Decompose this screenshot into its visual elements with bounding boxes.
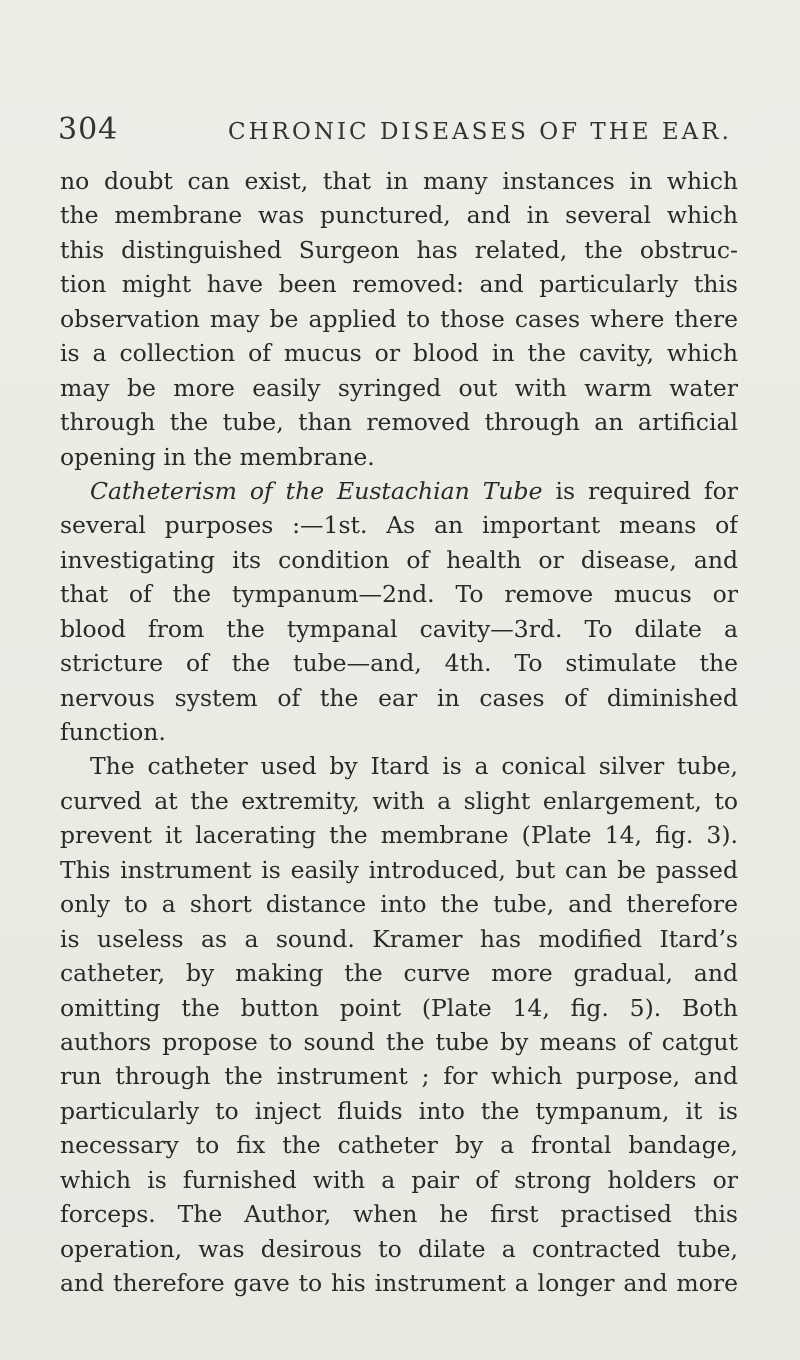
text-line: run through the instrument ; for which purpose, and [60, 1062, 738, 1091]
text-line: the membrane was punctured, and in several which [60, 201, 738, 230]
text-line: may be more easily syringed out with warm water [60, 373, 738, 402]
text-line: several purposes :—1st. As an important means of [60, 511, 738, 540]
text-line: operation, was desirous to dilate a contracted tube, [60, 1234, 738, 1263]
text-line: omitting the button point (Plate 14, fig. 5). Both [60, 993, 738, 1022]
body-text [60, 164, 738, 1300]
text-line: observation may be applied to those cases where there [60, 304, 738, 333]
text-line: function. [60, 718, 166, 746]
text-line: blood from the tympanal cavity—3rd. To dilate a [60, 614, 738, 643]
text-line: catheter, by making the curve more gradual, and [60, 959, 738, 988]
text-line: that of the tympanum—2nd. To remove mucus or [60, 580, 738, 609]
text-line: This instrument is easily introduced, but can be passed [60, 855, 738, 884]
running-title: CHRONIC DISEASES OF THE EAR. [228, 119, 732, 145]
text-line: no doubt can exist, that in many instances in which [60, 167, 738, 195]
text-line: nervous system of the ear in cases of diminished [60, 683, 738, 712]
text-line: curved at the extremity, with a slight enlargement, to [60, 786, 738, 815]
text-line: is useless as a sound. Kramer has modified Itard’s [60, 924, 738, 953]
text-line: only to a short distance into the tube, and therefore [60, 890, 738, 919]
page-number: 304 [58, 112, 119, 147]
text-line: opening in the membrane. [60, 442, 375, 471]
text-line: this distinguished Surgeon has related, the obstruc- [60, 235, 738, 264]
text-line: forceps. The Author, when he first practised this [60, 1200, 738, 1229]
text-line: necessary to fix the catheter by a frontal bandage, [60, 1131, 738, 1160]
text-line: investigating its condition of health or disease, and [60, 545, 738, 574]
text-line: authors propose to sound the tube by means of catgut [60, 1027, 738, 1056]
text-line: prevent it lacerating the membrane (Plate 14, fig. 3). [60, 821, 738, 850]
text-line: particularly to inject fluids into the tympanum, it is [60, 1096, 738, 1125]
text-line: tion might have been removed: and particularly this [60, 270, 738, 299]
text-line: stricture of the tube—and, 4th. To stimulate the [60, 649, 738, 678]
opening-line-rest: is required for [542, 476, 738, 505]
italic-heading: Catheterism of the Eustachian Tube [90, 476, 543, 505]
text-line: through the tube, than removed through an artificial [60, 408, 738, 437]
text-line: which is furnished with a pair of strong holders or [60, 1165, 738, 1194]
text-line: The catheter used by Itard is a conical silver tube, [90, 752, 738, 781]
text-line: is a collection of mucus or blood in the cavity, which [60, 339, 738, 368]
paragraph-opening-line [60, 474, 738, 508]
text-line: and therefore gave to his instrument a longer and more [60, 1269, 738, 1297]
running-head [58, 112, 748, 152]
